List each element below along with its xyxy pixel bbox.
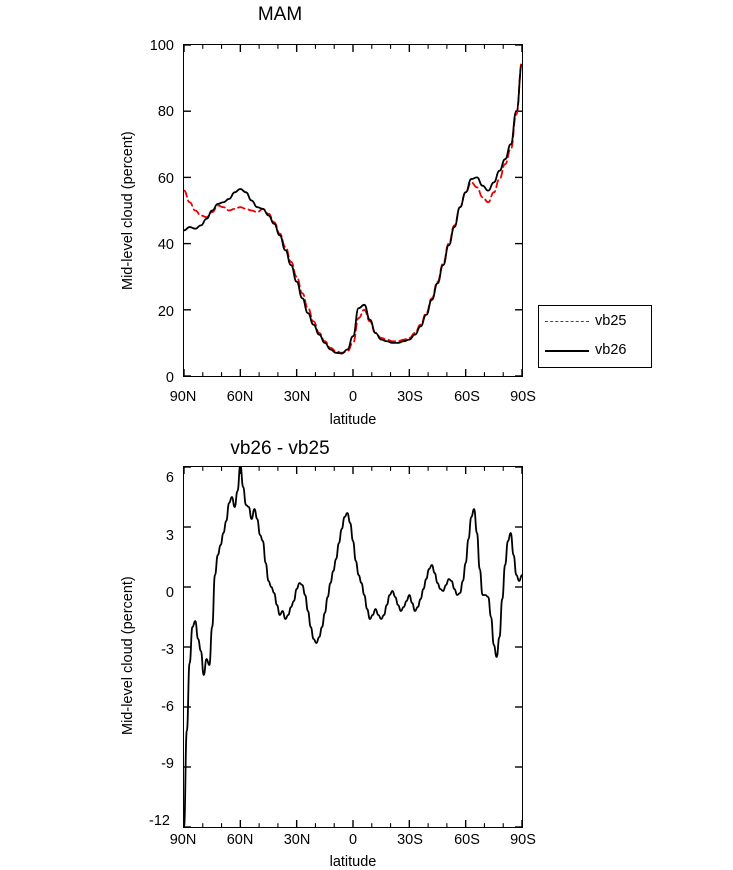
bottom-ytick-3: 3 — [165, 528, 174, 544]
top-xtick-90N: 90N — [169, 389, 197, 405]
legend-label-vb26: vb26 — [595, 342, 627, 358]
top-yaxis-title: Mid-level cloud (percent) — [120, 131, 136, 290]
bottom-ytick-m3: -3 — [161, 642, 174, 658]
legend-item-vb26[interactable] — [539, 337, 651, 365]
bottom-ytick-m12: -12 — [149, 813, 170, 829]
top-ytick-60: 60 — [157, 171, 174, 187]
bottom-ytick-m6: -6 — [161, 699, 174, 715]
top-xtick-0: 0 — [348, 389, 358, 405]
bottom-xtick-90S: 90S — [510, 832, 536, 848]
bottom-chart-panel — [0, 430, 733, 870]
legend — [538, 305, 652, 368]
bottom-plot-area — [183, 466, 523, 828]
bottom-yaxis-title: Mid-level cloud (percent) — [120, 576, 136, 735]
bottom-chart-title: vb26 - vb25 — [230, 438, 330, 459]
bottom-xtick-60N: 60N — [226, 832, 254, 848]
top-xaxis-title: latitude — [329, 412, 377, 428]
bottom-xaxis-title: latitude — [329, 854, 377, 870]
bottom-xtick-60S: 60S — [454, 832, 480, 848]
top-ytick-100: 100 — [149, 38, 174, 54]
legend-line-sample-vb26 — [545, 350, 589, 352]
bottom-ytick-0: 0 — [165, 585, 174, 601]
top-plot-svg — [184, 45, 522, 376]
top-plot-area — [183, 44, 523, 377]
top-xtick-60S: 60S — [454, 389, 480, 405]
top-chart-title: MAM — [257, 4, 303, 25]
bottom-ytick-6: 6 — [165, 470, 174, 486]
bottom-xtick-30S: 30S — [397, 832, 423, 848]
top-xtick-60N: 60N — [226, 389, 254, 405]
bottom-ytick-m9: -9 — [161, 756, 174, 772]
top-ytick-20: 20 — [157, 304, 174, 320]
top-xtick-30N: 30N — [283, 389, 311, 405]
top-ytick-0: 0 — [165, 370, 174, 386]
top-chart-panel — [0, 0, 733, 430]
legend-label-vb25: vb25 — [595, 313, 627, 329]
top-ytick-40: 40 — [157, 237, 174, 253]
bottom-xtick-30N: 30N — [283, 832, 311, 848]
legend-line-sample-vb25 — [545, 321, 589, 322]
top-xtick-30S: 30S — [397, 389, 423, 405]
bottom-xtick-0: 0 — [348, 832, 358, 848]
bottom-xtick-90N: 90N — [169, 832, 197, 848]
top-xtick-90S: 90S — [510, 389, 536, 405]
bottom-plot-svg — [184, 467, 522, 827]
legend-item-vb25[interactable] — [539, 308, 651, 336]
top-ytick-80: 80 — [157, 104, 174, 120]
